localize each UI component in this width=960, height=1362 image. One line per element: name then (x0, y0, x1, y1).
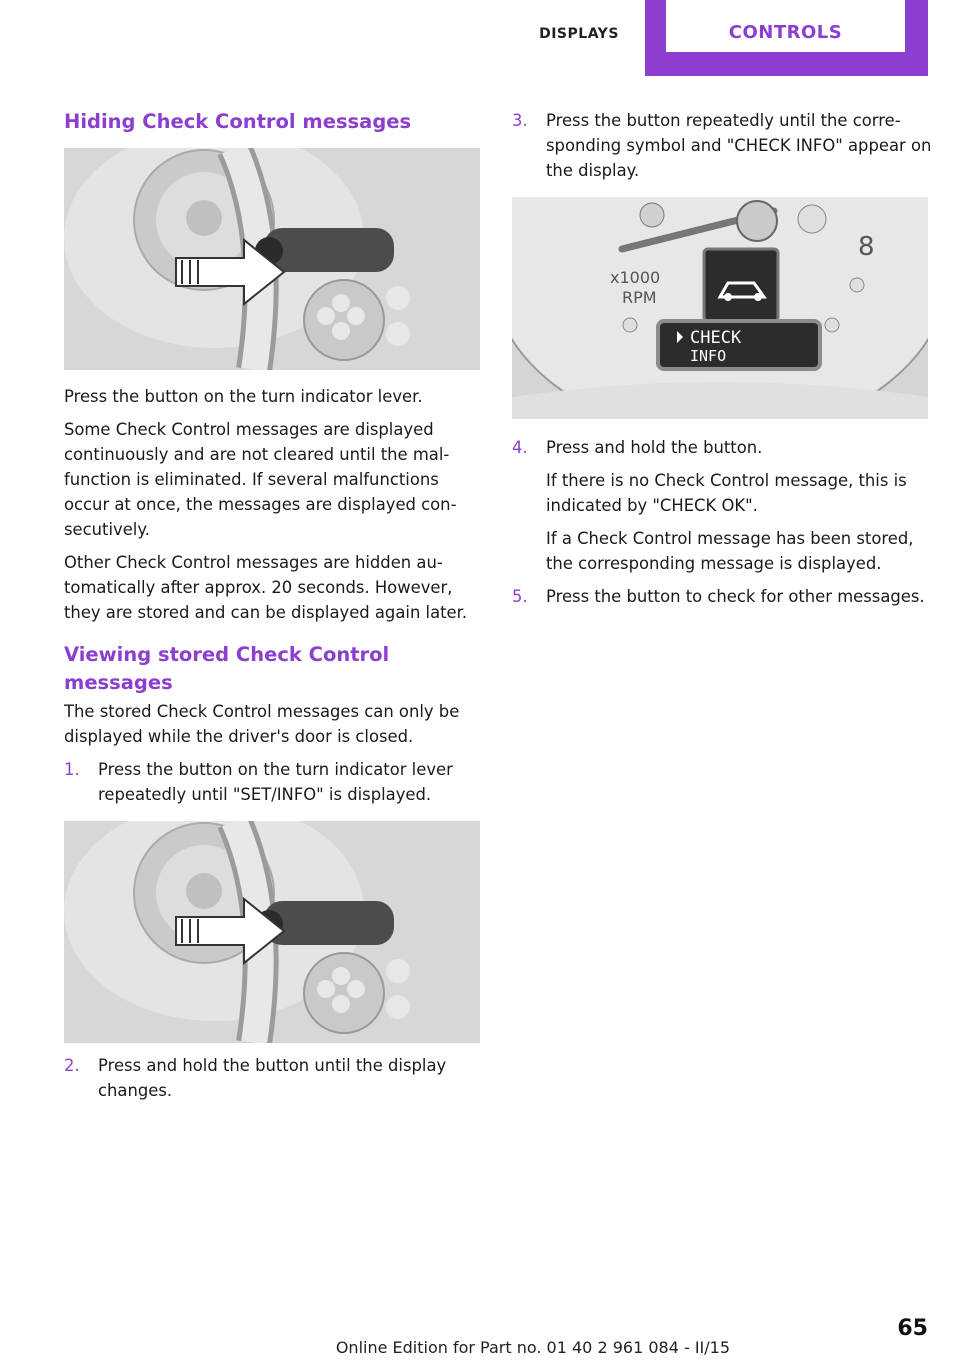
step-4 (512, 435, 932, 576)
step-text: Press the button on the turn indicator lever repeatedly until "SET/INFO" is displayed. (98, 760, 453, 804)
para-continuous-messages: Some Check Control messages are displayed continuously and are not cleared until the malfunction is eliminated. If several malfunctions occur at once, the messages are displayed consecutively. (64, 420, 457, 539)
svg-text:8: 8 (858, 232, 875, 262)
step-number: 4. (512, 438, 528, 457)
tachometer-illustration (512, 197, 928, 419)
heading-hiding-check-control: Hiding Check Control messages (64, 110, 412, 133)
para-driver-door: The stored Check Control messages can only be displayed while the driver's door is closed. (64, 702, 460, 746)
step-text: Press the button repeatedly until the corresponding symbol and "CHECK INFO" appear on the display. (546, 111, 932, 180)
step-3 (512, 108, 932, 183)
header-chapter-controls: CONTROLS (666, 0, 905, 52)
para-press-button: Press the button on the turn indicator lever. (64, 387, 423, 406)
step-number: 2. (64, 1056, 80, 1075)
step-body (546, 435, 932, 576)
right-column (512, 108, 932, 617)
step-2 (64, 1053, 482, 1103)
step-number: 5. (512, 587, 528, 606)
step-number: 3. (512, 111, 528, 130)
gauge-label-x1000: x1000 (610, 268, 661, 287)
gauge-display-info: INFO (690, 347, 727, 365)
figure-instrument-cluster (512, 197, 928, 419)
figure-turn-indicator-lever-1 (64, 148, 480, 370)
header-chapter-tab (645, 0, 928, 76)
page-number: 65 (897, 1316, 928, 1341)
left-column (64, 108, 482, 1111)
step-5 (512, 584, 932, 609)
heading-viewing-stored: Viewing stored Check Control messages (64, 643, 390, 694)
step-text: Press and hold the button until the display changes. (98, 1056, 447, 1100)
header-section-displays: DISPLAYS (539, 26, 619, 42)
gauge-label-rpm: RPM (622, 288, 657, 307)
step-number: 1. (64, 760, 80, 779)
step-1 (64, 757, 482, 807)
figure-turn-indicator-lever-2 (64, 821, 480, 1043)
gauge-display-check: CHECK (690, 328, 742, 348)
para-hidden-messages: Other Check Control messages are hidden automatically after approx. 20 seconds. However, they are stored and can be displayed again later. (64, 553, 468, 622)
lever-illustration-1 (64, 148, 480, 370)
step-text: Press and hold the button. (546, 438, 763, 457)
lever-illustration-2 (64, 821, 480, 1043)
step-text: Press the button to check for other messages. (546, 587, 925, 606)
footer-edition: Online Edition for Part no. 01 40 2 961 084 - II/15 (335, 1338, 730, 1357)
step-text-stored: If a Check Control message has been stored, the corresponding message is displayed. (546, 529, 914, 573)
step-text-check-ok: If there is no Check Control message, this is indicated by "CHECK OK". (546, 471, 907, 515)
